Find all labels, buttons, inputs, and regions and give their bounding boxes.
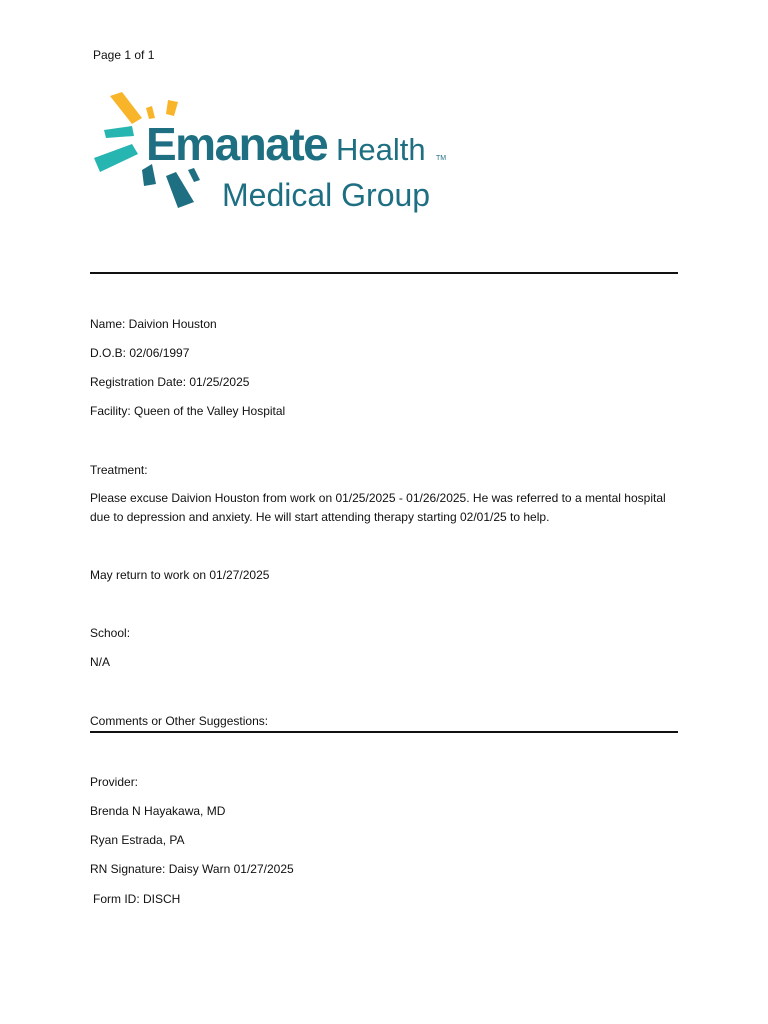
provider-name: Ryan Estrada, PA	[90, 833, 185, 847]
return-to-work: May return to work on 01/27/2025	[90, 568, 270, 582]
provider-name: Brenda N Hayakawa, MD	[90, 804, 226, 818]
treatment-heading: Treatment:	[90, 463, 148, 477]
header-divider	[90, 272, 678, 274]
patient-name: Name: Daivion Houston	[90, 317, 217, 331]
brand-subtitle: Medical Group	[222, 177, 431, 213]
school-heading: School:	[90, 626, 131, 640]
brand-emanate: Emanate	[146, 118, 328, 170]
brand-health: Health	[336, 132, 426, 167]
provider-heading: Provider:	[90, 775, 139, 789]
comments-heading: Comments or Other Suggestions:	[90, 714, 269, 728]
trademark-mark: TM	[436, 155, 447, 162]
patient-dob: D.O.B: 02/06/1997	[90, 346, 190, 360]
comments-divider	[90, 731, 678, 733]
rn-signature: RN Signature: Daisy Warn 01/27/2025	[90, 862, 294, 876]
registration-date: Registration Date: 01/25/2025	[90, 375, 250, 389]
emanate-health-logo	[88, 88, 458, 223]
facility: Facility: Queen of the Valley Hospital	[90, 404, 286, 418]
form-id: Form ID: DISCH	[93, 892, 181, 906]
treatment-text: Please excuse Daivion Houston from work on 01/25/2025 - 01/26/2025. He was referred to a mental hospital due to depression and anxiety. He will start attending therapy starting 02/01/25 to help.	[90, 491, 666, 524]
page-number: Page 1 of 1	[93, 48, 155, 62]
school-value: N/A	[90, 655, 111, 669]
